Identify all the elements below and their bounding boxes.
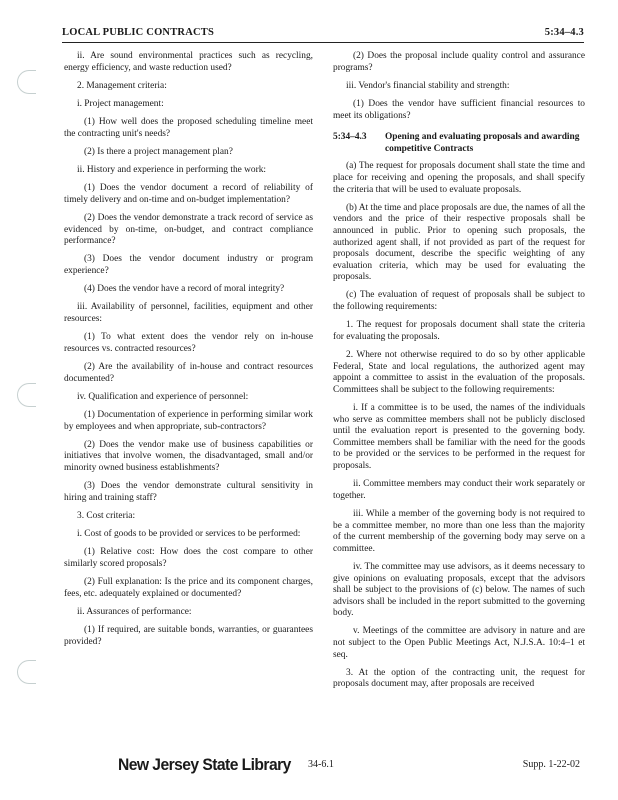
paragraph: 1. The request for proposals document shall state the criteria for evaluating the proposals. xyxy=(333,320,585,342)
paragraph: 2. Management criteria: xyxy=(77,80,167,91)
paragraph: (2) Full explanation: Is the price and its component charges, fees, etc. adequately explained or documented? xyxy=(64,577,313,599)
paragraph: (1) How well does the proposed scheduling timeline meet the contracting unit's needs? xyxy=(64,117,313,139)
paragraph: 3. Cost criteria: xyxy=(77,510,136,521)
paragraph: (2) Are the availability of in-house and contract resources documented? xyxy=(64,362,313,384)
paragraph: i. Project management: xyxy=(77,98,164,109)
paragraph: (1) If required, are suitable bonds, warranties, or guarantees provided? xyxy=(64,625,313,647)
right-column xyxy=(333,51,585,698)
section-heading xyxy=(333,132,585,155)
paragraph: iii. While a member of the governing body is not required to be a committee member, no more than one less than the majority of the current membership of the governing body may serve on a committee. xyxy=(333,508,585,554)
paragraph: (2) Is there a project management plan? xyxy=(84,146,233,157)
section-number: 5:34–4.3 xyxy=(333,132,367,143)
paragraph: (3) Does the vendor document industry or program experience? xyxy=(64,254,313,277)
binding-hole-mark xyxy=(17,660,36,684)
paragraph: ii. Are sound environmental practices such as recycling, energy efficiency, and waste reduction used? xyxy=(64,51,313,73)
paragraph: i. If a committee is to be used, the names of the individuals who serve as committee members shall not be publicly disclosed until the evaluation report is presented to the governing body. Committee members shall be familiar with the need for the goods to be provided or the services to be performed in the request for proposals. xyxy=(333,403,585,471)
paragraph: (1) Relative cost: How does the cost compare to other similarly scored proposals? xyxy=(64,547,313,569)
running-header xyxy=(62,24,584,43)
paragraph: iii. Vendor's financial stability and strength: xyxy=(346,80,510,91)
paragraph: (2) Does the vendor make use of business capabilities or initiatives that involve women, the disadvantaged, small and/or minority owned business establishments? xyxy=(64,439,313,473)
binding-hole-mark xyxy=(17,70,36,94)
paragraph: (3) Does the vendor demonstrate cultural sensitivity in hiring and training staff? xyxy=(64,481,313,503)
paragraph: 3. At the option of the contracting unit, the request for proposals document may, after proposals are received xyxy=(333,667,585,690)
section-title: Opening and evaluating proposals and awarding competitive Contracts xyxy=(385,132,580,154)
paragraph: (a) The request for proposals document shall state the time and place for receiving and opening the proposals, and shall specify the criteria that will be used to evaluate proposals. xyxy=(333,161,585,195)
paragraph: (1) To what extent does the vendor rely on in-house resources vs. contracted resources? xyxy=(64,332,313,354)
header-section-number: 5:34–4.3 xyxy=(544,27,584,38)
paragraph: (2) Does the vendor demonstrate a track record of service as evidenced by on-time, on-budget, and contract compliance performance? xyxy=(64,213,313,247)
page-number: 34-6.1 xyxy=(308,759,334,770)
paragraph: 2. Where not otherwise required to do so by other applicable Federal, State and local regulations, the authorized agent may appoint a committee to assist in the evaluation of the proposals. Committees shall be subject to the following requirements: xyxy=(333,350,585,395)
paragraph: (1) Does the vendor document a record of reliability of timely delivery and on-time and on-budget implementation? xyxy=(64,183,313,205)
paragraph: ii. Committee members may conduct their work separately or together. xyxy=(333,479,585,501)
paragraph: v. Meetings of the committee are advisory in nature and are not subject to the Open Public Meetings Act, N.J.S.A. 10:4–1 et seq. xyxy=(333,626,585,660)
supplement-date: Supp. 1-22-02 xyxy=(522,759,580,770)
paragraph: iii. Availability of personnel, facilities, equipment and other resources: xyxy=(64,302,313,325)
paragraph: (b) At the time and place proposals are due, the names of all the vendors and the price of their respective proposals shall be announced in public. Prior to opening such proposals, the authorized agent shall, if not provided as part of the request for proposals document, describe the specific weighting of any evaluation criteria, which may be used for evaluating the proposals. xyxy=(333,202,585,283)
paragraph: (c) The evaluation of request of proposals shall be subject to the following requirements: xyxy=(333,290,585,313)
paragraph: (2) Does the proposal include quality control and assurance programs? xyxy=(333,51,585,73)
library-stamp: New Jersey State Library xyxy=(118,755,291,774)
header-title: LOCAL PUBLIC CONTRACTS xyxy=(62,27,215,38)
paragraph: ii. Assurances of performance: xyxy=(77,606,192,617)
paragraph: (1) Does the vendor have sufficient financial resources to meet its obligations? xyxy=(333,98,585,121)
paragraph: (1) Documentation of experience in performing similar work by employees and when appropriate, sub-contractors? xyxy=(64,409,313,432)
paragraph: iv. The committee may use advisors, as it deems necessary to give opinions on evaluating proposals, except that the advisors shall be subject to the provisions of (c) below. The names of such advisors shall be included in the report submitted to the governing body. xyxy=(333,561,585,619)
paragraph: (4) Does the vendor have a record of moral integrity? xyxy=(84,284,285,295)
paragraph: i. Cost of goods to be provided or services to be performed: xyxy=(77,529,301,540)
paragraph: iv. Qualification and experience of personnel: xyxy=(77,391,249,402)
left-column xyxy=(64,51,313,655)
page-footer xyxy=(0,752,618,782)
paragraph: ii. History and experience in performing the work: xyxy=(77,165,267,176)
binding-hole-mark xyxy=(17,383,36,407)
